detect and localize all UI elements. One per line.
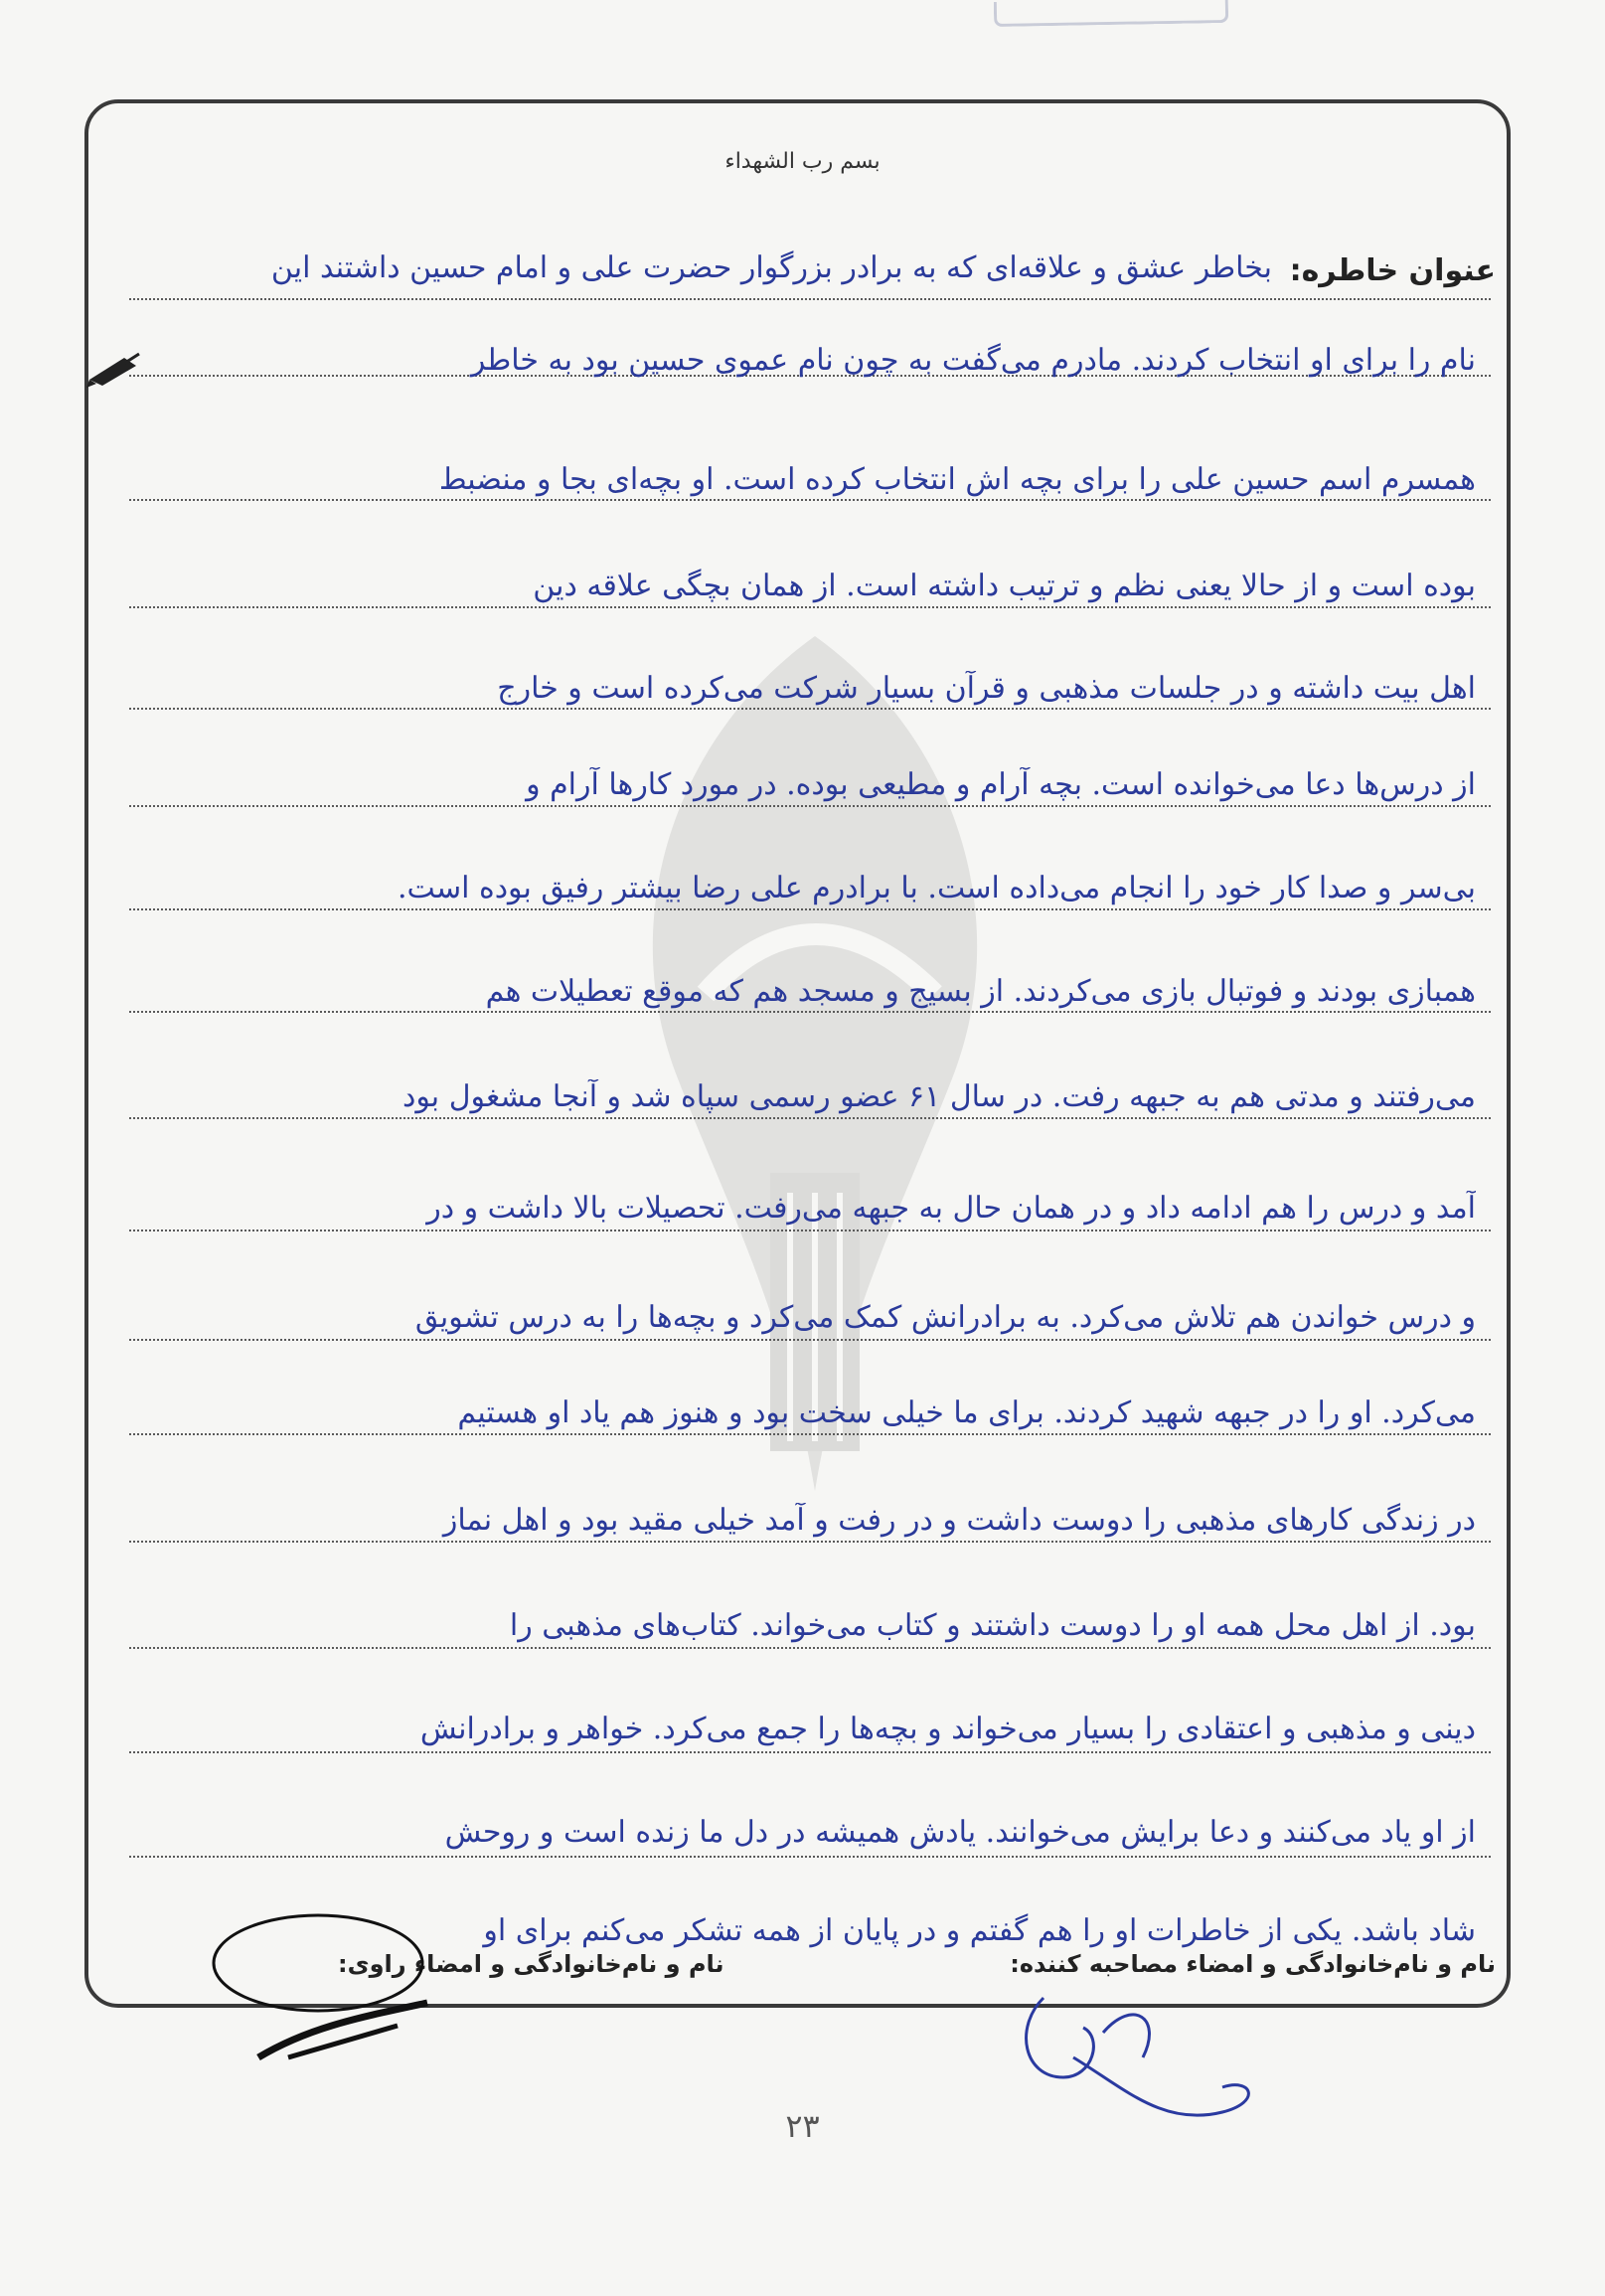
ruled-line (129, 803, 1491, 807)
ruled-line (129, 1115, 1491, 1119)
ruled-line (129, 497, 1491, 501)
handwritten-line: از درس‌ها دعا می‌خوانده است. بچه آرام و مطیعی بوده. در مورد کارها آرام و (526, 767, 1476, 802)
ruled-line (129, 906, 1491, 910)
page-number: ۲۳ (785, 2107, 820, 2145)
ruled-line (129, 1009, 1491, 1013)
archive-stamp (994, 0, 1228, 27)
handwritten-line: بی‌سر و صدا کار خود را انجام می‌داده است. با برادرم علی رضا بیشتر رفیق بوده است. (397, 871, 1476, 905)
handwritten-line: اهل بیت داشته و در جلسات مذهبی و قرآن بسیار شرکت می‌کرده است و خارج (497, 671, 1476, 706)
ruled-line (129, 1854, 1491, 1858)
page-header: بسم رب الشهداء (724, 149, 881, 174)
ruled-line (129, 1539, 1491, 1543)
ruled-line (129, 296, 1491, 300)
handwritten-line: و درس خواندن هم تلاش می‌کرد. به برادرانش کمک می‌کرد و بچه‌ها را به درس تشویق (414, 1300, 1476, 1335)
handwritten-line: در زندگی کارهای مذهبی را دوست داشت و در رفت و آمد خیلی مقید بود و اهل نماز (442, 1503, 1476, 1538)
ruled-line (129, 1228, 1491, 1231)
ruled-line (129, 1431, 1491, 1435)
ruled-line (129, 1645, 1491, 1649)
handwritten-line: می‌کرد. او را در جبهه شهید کردند. برای ما خیلی سخت بود و هنوز هم یاد او هستیم (457, 1395, 1476, 1430)
memoir-title-label: عنوان خاطره: (1289, 253, 1496, 288)
interviewer-signature-label: نام و نام‌خانوادگی و امضاء مصاحبه کننده: (1010, 1950, 1496, 1978)
handwritten-line: بوده است و از حالا یعنی نظم و ترتیب داشته است. از همان بچگی علاقه دین (533, 569, 1476, 603)
handwritten-line: همبازی بودند و فوتبال بازی می‌کردند. از بسیج و مسجد هم که موقع تعطیلات هم (485, 974, 1476, 1009)
ruled-line (129, 1749, 1491, 1753)
handwritten-line: نام را برای او انتخاب کردند. مادرم می‌گفت به چون نام عموی حسین بود به خاطر (470, 343, 1476, 378)
ruled-line (129, 604, 1491, 608)
narrator-signature-label: نام و نام‌خانوادگی و امضاء راوی: (338, 1950, 724, 1978)
ruled-line (129, 1337, 1491, 1341)
handwritten-line: همسرم اسم حسین علی را برای بچه اش انتخاب کرده است. او بچه‌ای بجا و منضبط (438, 462, 1476, 497)
handwritten-line: بود. از اهل محل همه او را دوست داشتند و کتاب می‌خواند. کتاب‌های مذهبی را (509, 1608, 1476, 1643)
handwritten-line: می‌رفتند و مدتی هم به جبهه رفت. در سال ۶۱ عضو رسمی سپاه شد و آنجا مشغول بود (401, 1079, 1476, 1114)
narrator-signature (199, 1908, 457, 2067)
ruled-line (129, 706, 1491, 710)
handwritten-line: دینی و مذهبی و اعتقادی را بسیار می‌خواند و بچه‌ها را جمع می‌کرد. خواهر و برادرانش (419, 1712, 1476, 1746)
watermark-emblem (557, 616, 1073, 1511)
handwritten-line: بخاطر عشق و علاقه‌ای که به برادر بزرگوار حضرت علی و امام حسین داشتند این (270, 250, 1272, 285)
handwritten-line: از او یاد می‌کنند و دعا برایش می‌خوانند. یادش همیشه در دل ما زنده است و روحش (444, 1815, 1476, 1850)
handwritten-line: شاد باشد. یکی از خاطرات او را هم گفتم و در پایان از همه تشکر می‌کنم برای او (483, 1913, 1476, 1948)
handwritten-line: آمد و درس را هم ادامه داد و در همان حال به جبهه می‌رفت. تحصیلات بالا داشت و در (426, 1191, 1476, 1226)
